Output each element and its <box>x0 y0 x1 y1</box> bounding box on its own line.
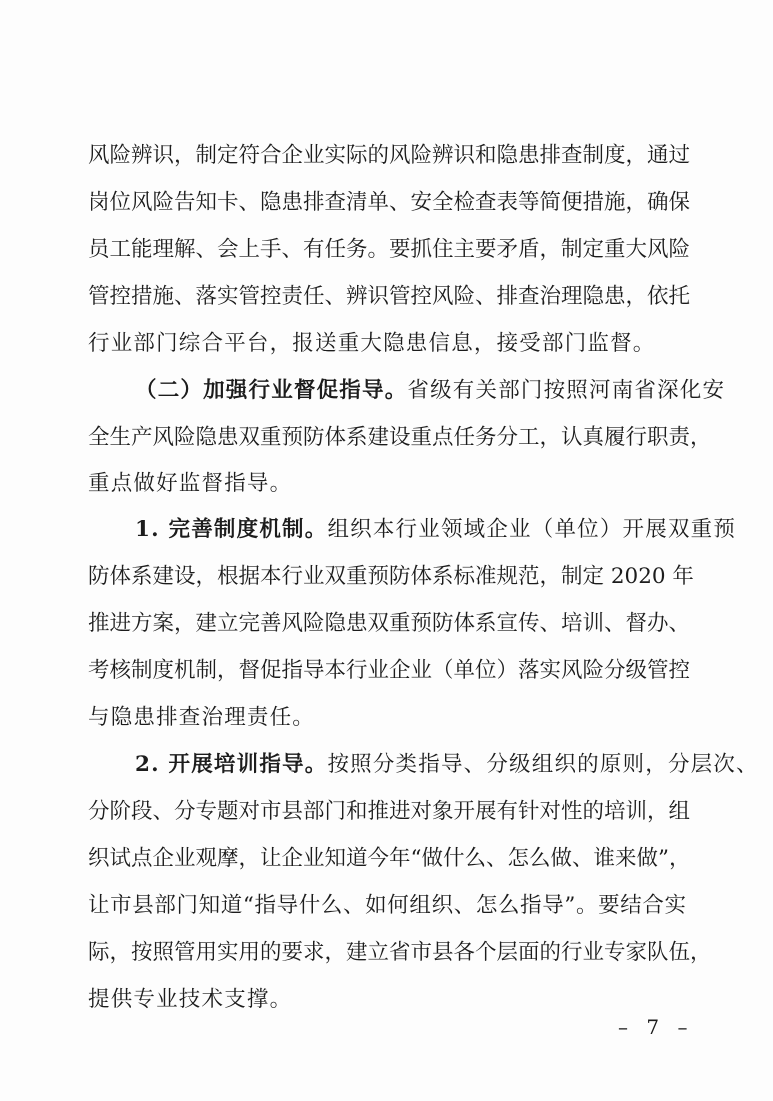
section-heading: （二）加强行业督促指导。 <box>135 378 408 403</box>
text-line: 推进方案，建立完善风险隐患双重预防体系宣传、培训、督办、 <box>88 611 691 636</box>
text-line: 全生产风险隐患双重预防体系建设重点任务分工，认真履行职责， <box>88 425 712 450</box>
text-line: 让市县部门知道“指导什么、如何组织、怎么指导”。要结合实 <box>88 893 686 918</box>
text-line: 岗位风险告知卡、隐患排查清单、安全检查表等简便措施，确保 <box>88 190 691 215</box>
text-line: 提供专业技术支撑。 <box>88 987 293 1012</box>
text-line: 管控措施、落实管控责任、辨识管控风险、排查治理隐患，依托 <box>88 284 691 309</box>
paragraph-text: 组织本行业领域企业（单位）开展双重预 <box>327 517 737 542</box>
text-line: 防体系建设，根据本行业双重预防体系标准规范，制定 2020 年 <box>88 564 694 589</box>
item-heading: 1. 完善制度机制。 <box>135 517 328 542</box>
paragraph-text: 按照分类指导、分级组织的原则，分层次、 <box>327 752 759 777</box>
item-heading: 2. 开展培训指导。 <box>135 752 328 777</box>
text-line: 分阶段、分专题对市县部门和推进对象开展有针对性的培训，组 <box>88 799 691 824</box>
text-line: 际，按照管用实用的要求，建立省市县各个层面的行业专家队伍， <box>88 940 712 965</box>
text-line: 员工能理解、会上手、有任务。要抓住主要矛盾，制定重大风险 <box>88 237 691 262</box>
paragraph-text: 省级有关部门按照河南省深化安 <box>407 378 726 403</box>
text-line: 织试点企业观摩，让企业知道今年“做什么、怎么做、谁来做”， <box>88 846 691 871</box>
text-line: 行业部门综合平台，报送重大隐患信息，接受部门监督。 <box>88 331 656 356</box>
text-line: 风险辨识，制定符合企业实际的风险辨识和隐患排查制度，通过 <box>88 143 691 168</box>
text-line: 重点做好监督指导。 <box>88 471 293 496</box>
heading-line <box>135 373 726 409</box>
text-line: 与隐患排查治理责任。 <box>88 705 316 730</box>
heading-line <box>135 747 759 783</box>
text-line: 考核制度机制，督促指导本行业企业（单位）落实风险分级管控 <box>88 658 691 683</box>
page-number: – 7 – <box>618 1015 694 1039</box>
heading-line <box>135 512 737 548</box>
